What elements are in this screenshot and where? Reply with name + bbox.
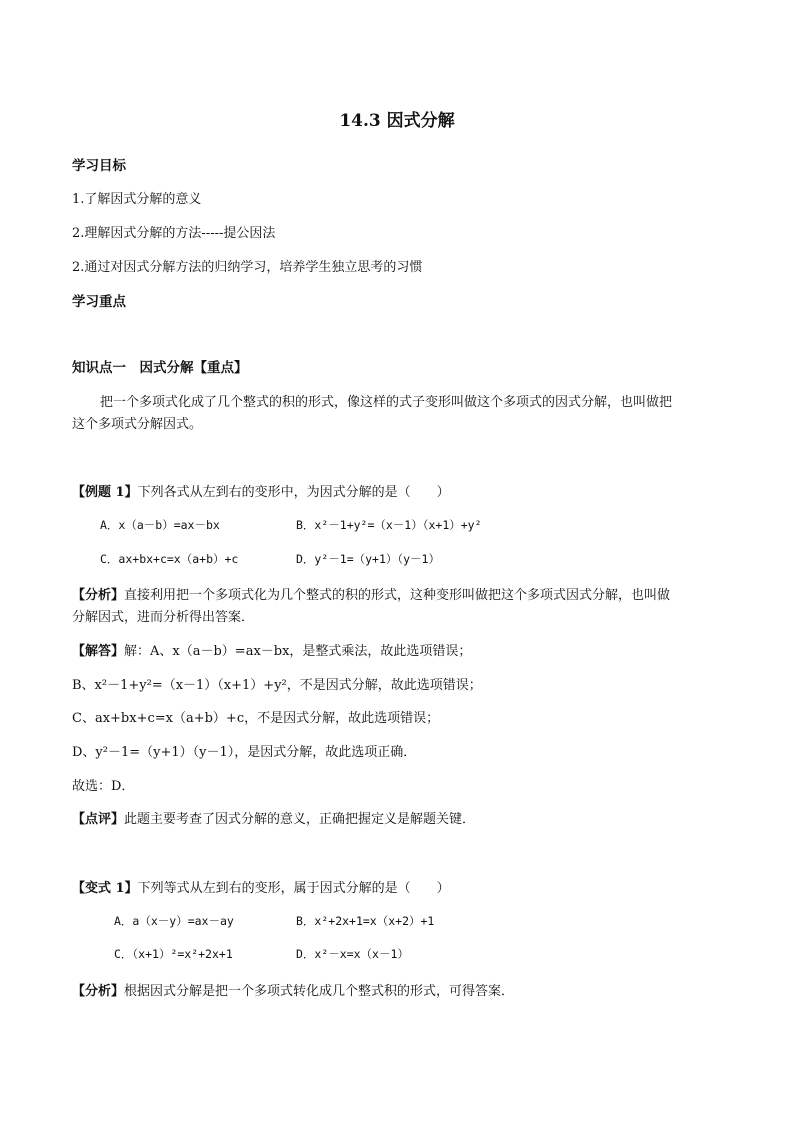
answer-line: B、x²－1+y²=（x－1）（x+1）+y²，不是因式分解，故此选项错误； [72, 678, 482, 693]
analysis-tag: 【分析】 [72, 588, 125, 603]
variant-option-a: A．a（x－y）=ax－ay [114, 914, 234, 928]
option-b: B．x²－1+y²=（x－1）（x+1）+y² [296, 518, 482, 532]
comment-tag: 【点评】 [72, 812, 125, 827]
objectives-heading: 学习目标 [72, 158, 126, 174]
analysis-line [72, 584, 670, 603]
option-d: D．y²－1=（y+1）（y－1） [296, 552, 440, 566]
analysis-line: 分解因式，进而分析得出答案． [72, 610, 255, 625]
variant-option-b: B．x²+2x+1=x（x+2）+1 [296, 914, 435, 928]
analysis-text: 直接利用把一个多项式化为几个整式的积的形式，这种变形叫做把这个多项式因式分解，也叫做 [124, 588, 671, 603]
comment-line [72, 808, 475, 827]
knowledge-paragraph-line: 把一个多项式化成了几个整式的积的形式，像这样的式子变形叫做这个多项式的因式分解，也叫做把 [100, 395, 673, 410]
option-c: C．ax+bx+c=x（a+b）+c [100, 552, 239, 566]
variant-analysis-tag: 【分析】 [72, 984, 125, 999]
variant-option-d: D．x²－x=x（x－1） [296, 947, 409, 961]
variant-option-c: C．（x+1）²=x²+2x+1 [114, 947, 233, 961]
answer-line: 故选：D． [72, 779, 135, 794]
answer-line: C、ax+bx+c=x（a+b）+c，不是因式分解，故此选项错误； [72, 711, 440, 726]
answer-text: 解：A、x（a－b）=ax－bx，是整式乘法，故此选项错误； [124, 644, 472, 659]
example-tag: 【例题 1】 [72, 485, 138, 500]
option-a: A．x（a－b）=ax－bx [100, 518, 220, 532]
key-points-heading: 学习重点 [72, 294, 126, 310]
page-title: 14.3 因式分解 [339, 111, 455, 131]
comment-text: 此题主要考查了因式分解的意义，正确把握定义是解题关键． [124, 812, 476, 827]
knowledge-paragraph-line: 这个多项式分解因式。 [72, 417, 203, 432]
variant-question-text: 下列等式从左到右的变形，属于因式分解的是（ ） [137, 881, 450, 896]
variant-question [72, 877, 450, 896]
example-question-text: 下列各式从左到右的变形中，为因式分解的是（ ） [137, 485, 450, 500]
variant-analysis-text: 根据因式分解是把一个多项式转化成几个整式积的形式，可得答案． [124, 984, 515, 999]
answer-line [72, 640, 471, 659]
knowledge-heading: 知识点一 因式分解【重点】 [72, 360, 248, 376]
objective-item: 2.通过对因式分解方法的归纳学习，培养学生独立思考的习惯 [72, 260, 423, 275]
objective-item: 1.了解因式分解的意义 [72, 192, 202, 207]
example-question [72, 481, 450, 500]
answer-line: D、y²－1=（y+1）（y－1），是因式分解，故此选项正确． [72, 745, 417, 760]
answer-tag: 【解答】 [72, 644, 125, 659]
objective-item: 2.理解因式分解的方法-----提公因法 [72, 226, 276, 241]
variant-analysis-line [72, 980, 514, 999]
variant-tag: 【变式 1】 [72, 881, 138, 896]
